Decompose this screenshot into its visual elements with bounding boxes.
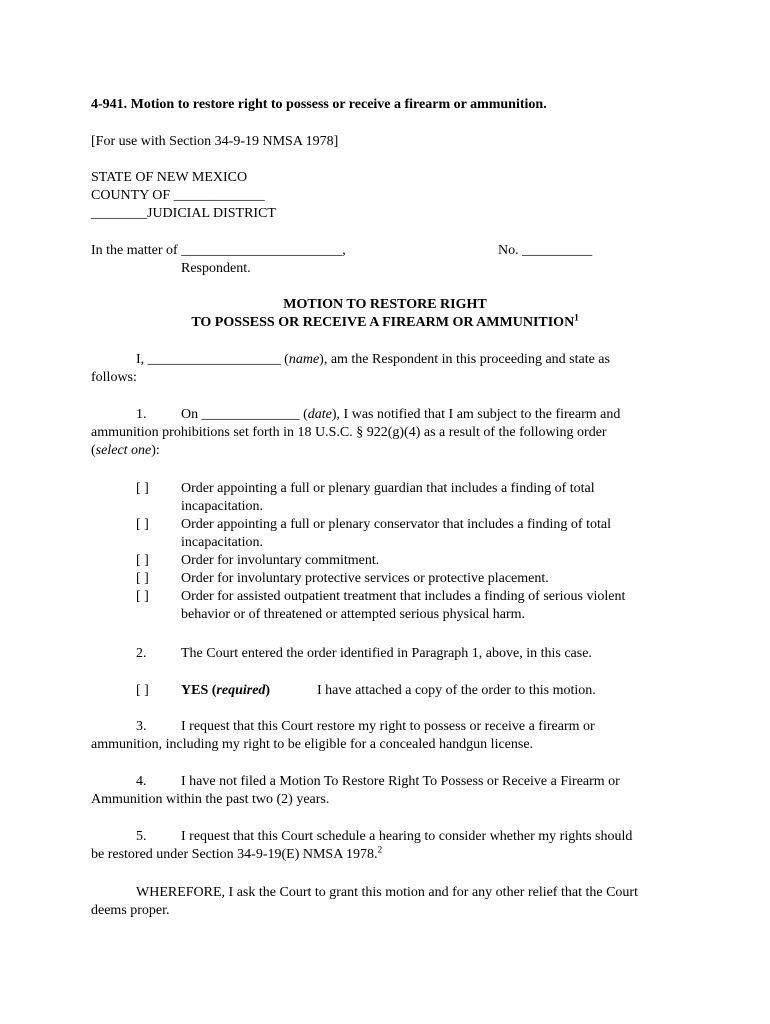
intro-line2: follows: [91,370,137,385]
motion-heading-line2 [0,314,770,332]
option-checkbox[interactable]: [ ] [136,589,149,604]
para1-open: ( [91,443,96,458]
para1-line3 [91,442,160,460]
name-label: name [288,352,320,367]
option-text: Order for involuntary commitment. [181,553,380,568]
para4-line2: Ammunition within the past two (2) years. [91,792,330,807]
yes-label: YES ( [181,683,217,698]
caption-matter [91,242,346,260]
option-text: Order for assisted outpatient treatment that includes a finding of serious violent [181,589,626,604]
para1-number: 1. [136,407,147,422]
para5-line2 [91,846,382,864]
required-label: required [216,683,266,698]
option-text: Order appointing a full or plenary conservator that includes a finding of total [181,517,611,532]
para3-line1: I request that this Court restore my right to possess or receive a firearm or [181,719,595,734]
wherefore-line1: WHEREFORE, I ask the Court to grant this motion and for any other relief that the Court [136,885,638,900]
use-note: [For use with Section 34-9-19 NMSA 1978] [91,134,339,149]
yes-close: ) [265,683,271,698]
date-label: date [307,407,332,422]
para5-number: 5. [136,829,147,844]
para4-number: 4. [136,774,147,789]
para3-line2: ammunition, including my right to be eligible for a concealed handgun license. [91,737,534,752]
option-checkbox[interactable]: [ ] [136,571,149,586]
motion-heading-line1: MOTION TO RESTORE RIGHT [283,297,487,312]
case-number: No. __________ [498,243,593,258]
option-text: incapacitation. [181,535,264,550]
option-checkbox[interactable]: [ ] [136,481,149,496]
option-text: Order for involuntary protective services or protective placement. [181,571,549,586]
para5-text: be restored under Section 34-9-19(E) NMSA 1978. [91,847,378,862]
para1-line2: ammunition prohibitions set forth in 18 U.S.C. § 922(g)(4) as a result of the following order [91,425,607,440]
para1-post: ), I was notified that I am subject to the firearm and [331,407,621,422]
para1-pre: On ______________ ( [181,407,308,422]
option-checkbox[interactable]: [ ] [136,517,149,532]
wherefore-line2: deems proper. [91,903,170,918]
matter-prefix: In the matter of [91,243,182,258]
option-text: Order appointing a full or plenary guardian that includes a finding of total [181,481,595,496]
para2-number: 2. [136,646,147,661]
option-text: behavior or of threatened or attempted serious physical harm. [181,607,526,622]
rule-title: 4-941. Motion to restore right to possess or receive a firearm or ammunition. [91,97,547,112]
respondent-label: Respondent. [181,261,251,276]
matter-blank: _______________________ [181,243,343,258]
para5-line1: I request that this Court schedule a hearing to consider whether my rights should [181,829,633,844]
yes-required-label [181,682,270,700]
matter-suffix: , [342,243,346,258]
caption-district: ________JUDICIAL DISTRICT [91,206,276,221]
footnote-mark-2: 2 [377,844,383,855]
intro-line1 [136,351,610,369]
para3-number: 3. [136,719,147,734]
attach-text: I have attached a copy of the order to this motion. [317,683,596,698]
heading-text: TO POSSESS OR RECEIVE A FIREARM OR AMMUNITION [191,315,575,330]
para1-line1 [181,406,620,424]
footnote-mark-1: 1 [574,312,579,323]
caption-county: COUNTY OF _____________ [91,188,265,203]
option-checkbox[interactable]: [ ] [136,553,149,568]
para4-line1: I have not filed a Motion To Restore Right To Possess or Receive a Firearm or [181,774,620,789]
yes-checkbox[interactable]: [ ] [136,683,149,698]
intro-pre: I, ___________________ ( [136,352,289,367]
para2-text: The Court entered the order identified in Paragraph 1, above, in this case. [181,646,592,661]
intro-post: ), am the Respondent in this proceeding and state as [319,352,610,367]
para1-close: ): [151,443,160,458]
option-text: incapacitation. [181,499,264,514]
select-label: select one [95,443,152,458]
caption-state: STATE OF NEW MEXICO [91,170,248,185]
